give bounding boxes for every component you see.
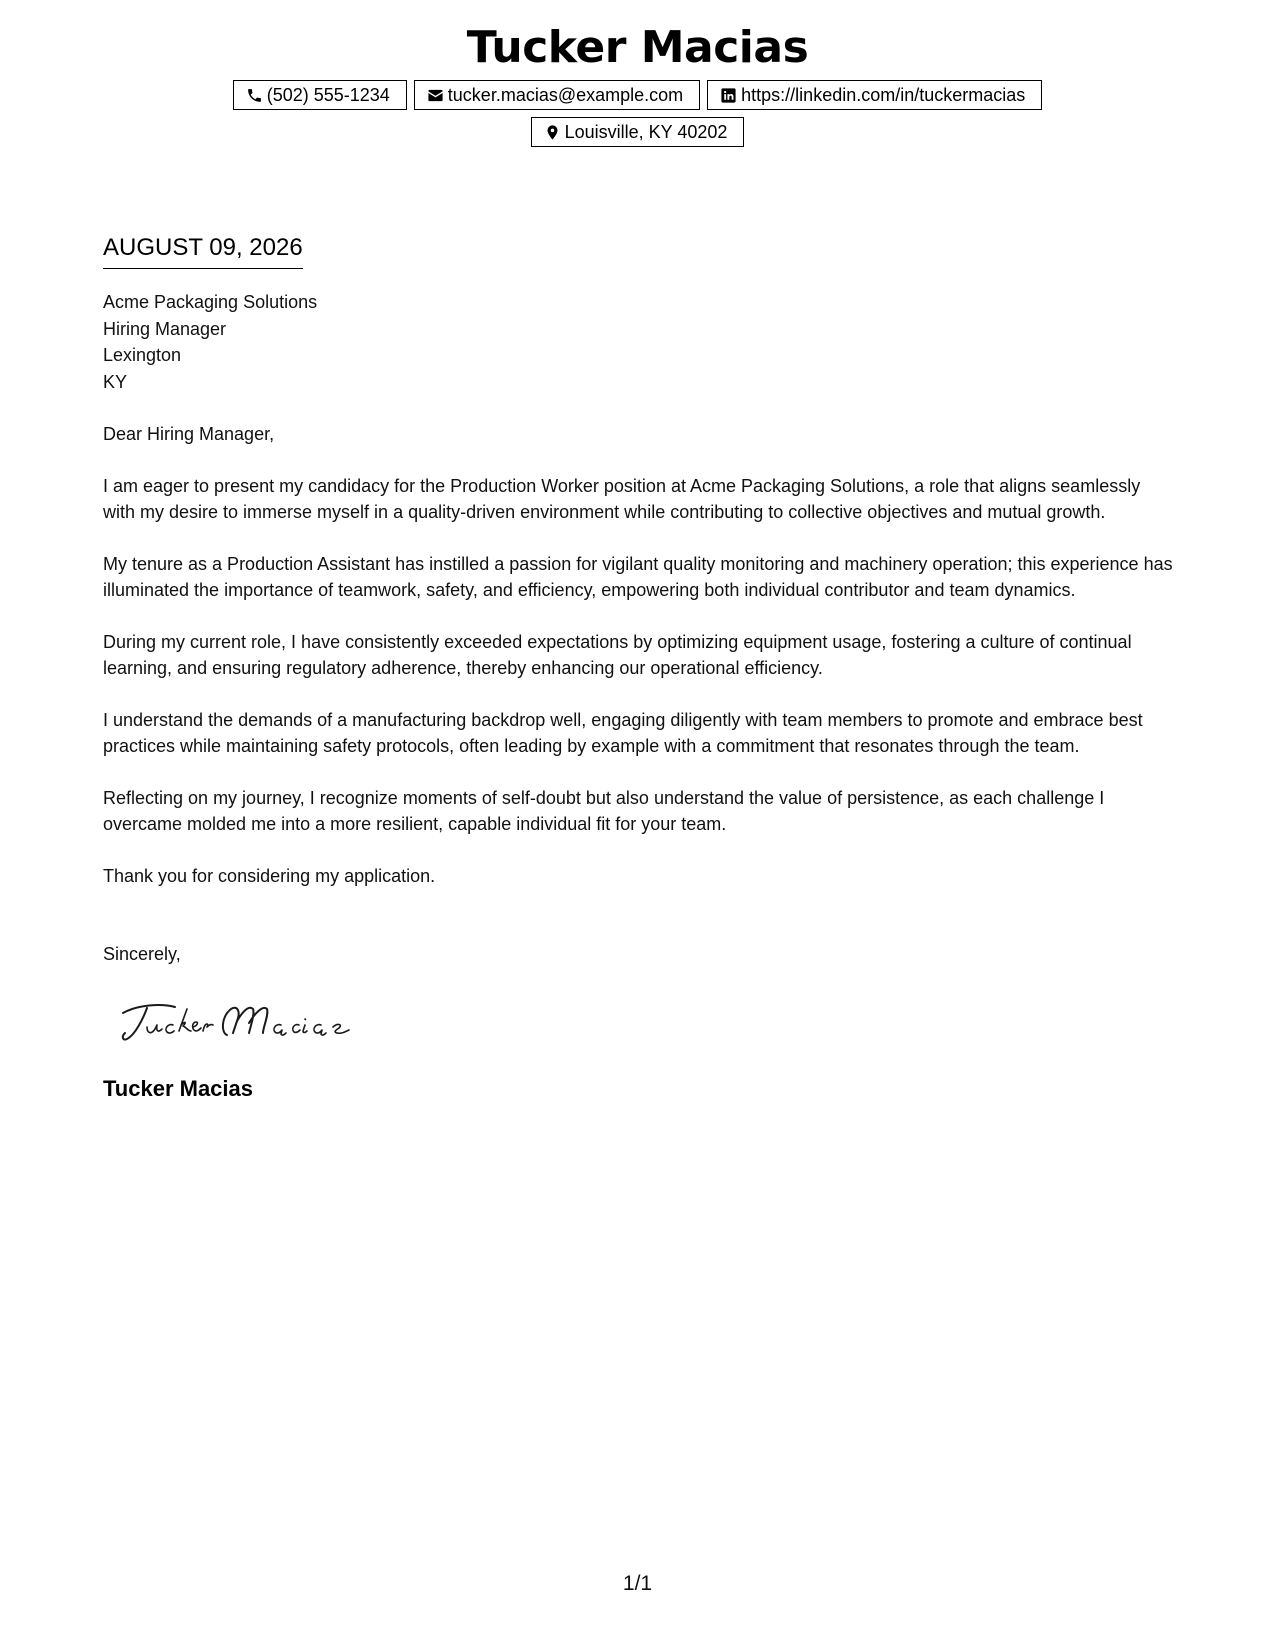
- location-contact: [531, 117, 745, 147]
- email-contact[interactable]: [414, 80, 700, 110]
- envelope-icon: [427, 87, 444, 104]
- recipient-block: [103, 289, 1173, 395]
- page-number: 1/1: [622, 1572, 653, 1595]
- contact-row-primary: [0, 80, 1275, 110]
- recipient-title: Hiring Manager: [103, 318, 227, 339]
- phone-text: (502) 555-1234: [266, 84, 390, 105]
- recipient-city: Lexington: [103, 345, 182, 365]
- email-text: tucker.macias@example.com: [447, 84, 684, 105]
- letter-body: [103, 232, 1173, 1102]
- recipient-company: Acme Packaging Solutions: [103, 292, 318, 312]
- map-pin-icon: [544, 124, 561, 141]
- salutation: Dear Hiring Manager,: [103, 424, 275, 444]
- signature-image: [117, 997, 357, 1057]
- sign-off: Sincerely,: [103, 944, 181, 964]
- letter-header: [0, 20, 1275, 147]
- phone-contact[interactable]: [233, 80, 407, 110]
- location-text: Louisville, KY 40202: [564, 121, 728, 142]
- body-paragraph: Reflecting on my journey, I recognize moments of self-doubt but also understand the value of persistence, as each challenge I overcame molded me into a more resilient, capable individual fit for your team.: [103, 788, 1105, 834]
- linkedin-icon: [720, 87, 737, 104]
- body-paragraph: My tenure as a Production Assistant has instilled a passion for vigilant quality monitoring and machinery operation; this experience has illuminated the importance of teamwork, safety, and efficiency, empowering both individual contributor and team dynamics.: [103, 554, 1173, 600]
- body-paragraph: During my current role, I have consistently exceeded expectations by optimizing equipment usage, fostering a culture of continual learning, and ensuring regulatory adherence, thereby enhancing our operational efficiency.: [103, 632, 1132, 678]
- closing-thanks: Thank you for considering my application.: [103, 866, 436, 886]
- letter-date: AUGUST 09, 2026: [103, 232, 303, 269]
- body-paragraph: I understand the demands of a manufacturing backdrop well, engaging diligently with team members to promote and embrace best practices while maintaining safety protocols, often leading by example with a commitment that resonates through the team.: [103, 710, 1143, 756]
- phone-icon: [246, 87, 263, 104]
- signer-name: Tucker Macias: [103, 1076, 254, 1101]
- linkedin-contact[interactable]: [707, 80, 1042, 110]
- recipient-state: KY: [103, 371, 128, 392]
- contact-row-secondary: [0, 117, 1275, 147]
- applicant-name: Tucker Macias: [466, 22, 809, 73]
- linkedin-text: https://linkedin.com/in/tuckermacias: [741, 84, 1026, 105]
- body-paragraph: I am eager to present my candidacy for the Production Worker position at Acme Packaging Solutions, a role that aligns seamlessly with my desire to immerse myself in a quality-driven environment while contributing to collective objectives and mutual growth.: [103, 476, 1141, 522]
